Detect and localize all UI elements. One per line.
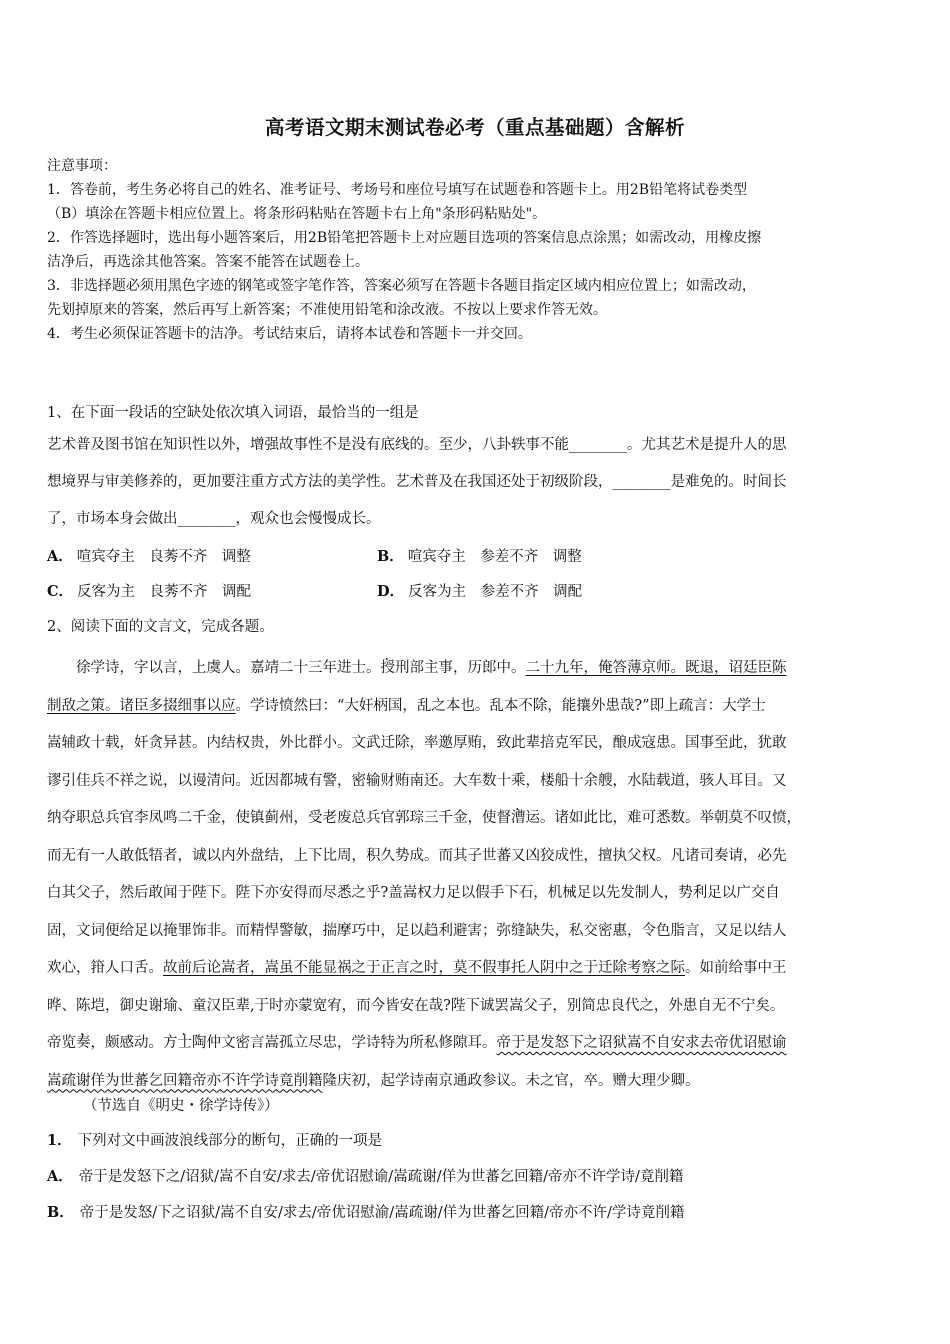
sub-question-stem: 1． 下列对文中画波浪线部分的断句，正确的一项是 xyxy=(47,1132,383,1149)
passage-line: 帝览奏，颇感动。方士陶仲文密言嵩孤立尽忠，学诗特为所私修隙耳。帝于是发怒下之诏狱嵩不自安求去帝优诏慰谕 xyxy=(47,1035,787,1051)
passage-line: 纳夺职总兵官李凤鸣二千金，使镇蓟州，受老废总兵官郭琮三千金，使督漕运。诸如此比，难可悉数。举朝莫不叹愤， xyxy=(47,810,801,826)
option-c[interactable] xyxy=(47,580,251,601)
notice-heading: 注意事项： xyxy=(47,158,117,174)
notice-line: 洁净后，再选涂其他答案。答案不能答在试题卷上。 xyxy=(47,254,369,270)
passage-line: 徐学诗，字以言，上虞人。嘉靖二十三年进士。授刑部主事，历郎中。二十九年，俺答薄京师。既退，诏廷臣陈 xyxy=(47,660,787,676)
classical-passage xyxy=(47,650,907,1100)
passage-line: 谬引佳兵不祥之说，以谩清问。近因都城有警，密输财贿南还。大车数十乘，楼船十余艘，水陆载道，骇人耳目。又 xyxy=(47,772,787,789)
options-row-2 xyxy=(47,580,907,615)
passage-line: 嵩疏谢佯为世蕃乞回籍帝亦不许学诗竟削籍隆庆初，起学诗南京通政参议。未之官，卒。赠大理少卿。 xyxy=(47,1072,700,1089)
notice-line: 2．作答选择题时，选出每小题答案后，用2B铅笔把答题卡上对应题目选项的答案信息点涂黑；如需改动，用橡皮擦 xyxy=(47,230,762,246)
option-text: 帝于是发怒/下之诏狱/嵩不自安/求去/帝优诏慰渝/嵩疏谢/佯为世蕃乞回籍/帝亦不许/学诗竟削籍 xyxy=(79,1205,685,1221)
option-a[interactable] xyxy=(47,545,251,566)
sub-question-number: 1． xyxy=(47,1132,72,1149)
emphasis-dot-char: 授 xyxy=(380,660,395,676)
option-text: 帝于是发怒下之/诏狱/嵩不自安/求去/帝优诏慰谕/嵩疏谢/佯为世蕃乞回籍/帝亦不许学诗/竟削籍 xyxy=(78,1169,684,1185)
notice-line: 1．答卷前，考生务必将自己的姓名、准考证号、考场号和座位号填写在试题卷和答题卡上。用2B铅笔将试卷类型 xyxy=(47,182,748,198)
emphasis-dot-char: 奏 xyxy=(76,1035,91,1051)
option-letter: B． xyxy=(377,548,404,565)
option-letter: A． xyxy=(47,1168,73,1185)
question-1-passage-line: 想境界与审美修养的，更加要注重方式方法的美学性。艺术普及在我国还处于初级阶段，________是难免的。时间长 xyxy=(47,474,787,490)
option-text: 喧宾夺主 良莠不齐 调整 xyxy=(76,549,251,565)
passage-line: 欢心，箝人口舌。故前后论嵩者，嵩虽不能显祸之于正言之时，莫不假事托人阴中之于迁除考察之际。如前给事中王 xyxy=(47,960,787,976)
page-title: 高考语文期末测试卷必考（重点基础题）含解析 xyxy=(264,116,685,139)
option-letter: B． xyxy=(47,1204,74,1221)
option-b[interactable] xyxy=(377,545,582,566)
sub-option-a[interactable] xyxy=(47,1166,907,1202)
passage-line: 晔、陈垲，御史谢瑜、童汉臣辈,于时亦蒙宽宥，而今皆安在哉?陛下诚罢嵩父子，别简忠良代之，外患自无不宁矣。 xyxy=(47,997,785,1014)
wavy-underlined-text: 帝于是发怒下之诏狱嵩不自安求去帝优诏慰谕 xyxy=(496,1035,787,1051)
question-1 xyxy=(47,402,907,647)
question-1-passage-line: 艺术普及图书馆在知识性以外，增强故事性不是没有底线的。至少，八卦轶事不能________。尤其艺术是提升人的思 xyxy=(47,437,787,453)
passage-line: 制敌之策。诸臣多掇细事以应。学诗愤然曰：“大奸柄国，乱之本也。乱本不除，能攘外患哉?”即上疏言：大学士 xyxy=(47,697,766,714)
option-d[interactable] xyxy=(377,580,582,601)
passage-line: 嵩辅政十载，奸贪异甚。内结权贵，外比群小。文武迁除，率邀厚贿，致此辈掊克军民，酿成寇患。国事至此，犹敢 xyxy=(47,735,787,751)
passage-line: 固，文词便给足以掩罪饰非。而精悍警敏，揣摩巧中，足以趋利避害；弥缝缺失，私交密惠，令色脂言，又足以结人 xyxy=(47,922,787,939)
option-text: 反客为主 参差不齐 调配 xyxy=(408,584,583,600)
option-text: 反客为主 良莠不齐 调配 xyxy=(77,584,252,600)
passage-line: 白其父子，然后敢闻于陛下。陛下亦安得而尽悉之乎?盖嵩权力足以假手下石，机械足以先发制人，势利足以广交自 xyxy=(47,885,780,901)
question-2-stem: 2、阅读下面的文言文，完成各题。 xyxy=(47,619,274,635)
notice-line: 3．非选择题必须用黑色字迹的钢笔或签字笔作答，答案必须写在答题卡各题目指定区域内相应位置上；如需改动， xyxy=(47,278,756,294)
question-1-stem: 1、在下面一段话的空缺处依次填入词语，最恰当的一组是 xyxy=(47,405,419,421)
sub-question-1 xyxy=(47,1130,907,1238)
option-letter: C． xyxy=(47,583,74,600)
sub-option-b[interactable] xyxy=(47,1202,907,1238)
notice-line: 先划掉原来的答案，然后再写上新答案；不准使用铅笔和涂改液。不按以上要求作答无效。 xyxy=(47,302,607,318)
notice-section xyxy=(47,154,907,346)
emphasis-dot-char: 士 xyxy=(177,1035,192,1051)
notice-line: （B）填涂在答题卡相应位置上。将条形码粘贴在答题卡右上角"条形码粘贴处"。 xyxy=(47,206,547,222)
option-letter: A． xyxy=(47,548,73,565)
options-row-1 xyxy=(47,545,907,580)
underlined-sentence: 二十九年，俺答薄京师。既退，诏廷臣陈 xyxy=(525,660,787,676)
emphasis-dot-word: 漕运 xyxy=(511,810,540,826)
notice-line: 4．考生必须保证答题卡的洁净。考试结束后，请将本试卷和答题卡一并交回。 xyxy=(47,326,532,342)
underlined-sentence: 故前后论嵩者，嵩虽不能显祸之于正言之时，莫不假事托人阴中之于迁除考察之际 xyxy=(163,960,685,976)
underlined-sentence: 制敌之策。诸臣多掇细事以应 xyxy=(47,697,236,714)
question-1-passage-line: 了，市场本身会做出________，观众也会慢慢成长。 xyxy=(47,511,381,527)
passage-source: （节选自《明史・徐学诗传》） xyxy=(83,1098,279,1114)
option-letter: D． xyxy=(377,583,405,600)
option-text: 喧宾夺主 参差不齐 调整 xyxy=(407,549,582,565)
passage-line: 而无有一人敢低牾者，诚以内外盘结，上下比周，积久势成。而其子世蕃又凶狡成性，擅执父权。凡诸司奏请，必先 xyxy=(47,847,787,864)
wavy-underlined-text: 嵩疏谢佯为世蕃乞回籍帝亦不许学诗竟削籍 xyxy=(47,1072,323,1089)
